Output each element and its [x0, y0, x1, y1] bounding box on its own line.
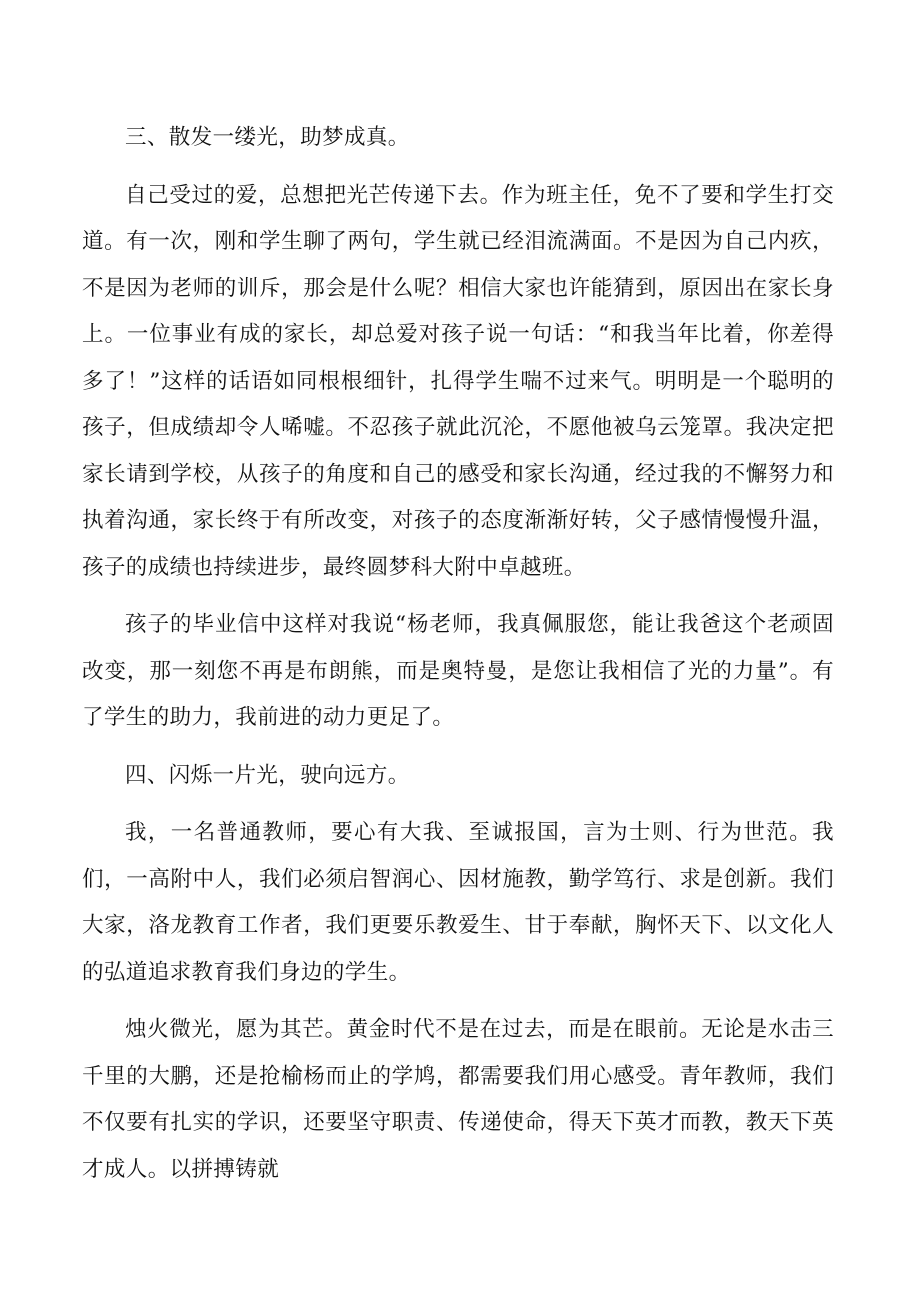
paragraph-ordinary-teacher: 我，一名普通教师，要心有大我、至诚报国，言为士则、行为世范。我们，一高附中人，我们必须启智润心、因材施教，勤学笃行、求是创新。我们大家，洛龙教育工作者，我们更要乐教爱生、甘于奉献，胸怀天下、以文化人的弘道追求教育我们身边的学生。 — [82, 820, 834, 985]
section-heading-4: 四、闪烁一片光，驶向远方。 — [125, 762, 410, 788]
paragraph-candle-light: 烛火微光，愿为其芒。黄金时代不是在过去，而是在眼前。无论是水击三千里的大鹏，还是抢榆杨而止的学鸠，都需要我们用心感受。青年教师，我们不仅要有扎实的学识，还要坚守职责、传递使命，得天下英才而教，教天下英才成人。以拼搏铸就 — [82, 1017, 834, 1182]
document-body — [82, 115, 834, 1204]
section-heading-3: 三、散发一缕光，助梦成真。 — [125, 125, 410, 150]
paragraph-class-teacher-story: 自己受过的爱，总想把光芒传递下去。作为班主任，免不了要和学生打交道。有一次，刚和学生聊了两句，学生就已经泪流满面。不是因为自己内疚，不是因为老师的训斥，那会是什么呢？相信大家也许能猜到，原因出在家长身上。一位事业有成的家长，却总爱对孩子说一句话：“和我当年比着，你差得多了！”这样的话语如同根根细针，扎得学生喘不过来气。明明是一个聪明的孩子，但成绩却令人唏嘘。不忍孩子就此沉沦，不愿他被乌云笼罩。我决定把家长请到学校，从孩子的角度和自己的感受和家长沟通，经过我的不懈努力和执着沟通，家长终于有所改变，对孩子的态度渐渐好转，父子感情慢慢升温，孩子的成绩也持续进步，最终圆梦科大附中卓越班。 — [82, 182, 834, 580]
paragraph-graduation-letter: 孩子的毕业信中这样对我说“杨老师，我真佩服您，能让我爸这个老顽固改变，那一刻您不再是布朗熊，而是奥特曼，是您让我相信了光的力量”。有了学生的助力，我前进的动力更足了。 — [82, 612, 834, 730]
